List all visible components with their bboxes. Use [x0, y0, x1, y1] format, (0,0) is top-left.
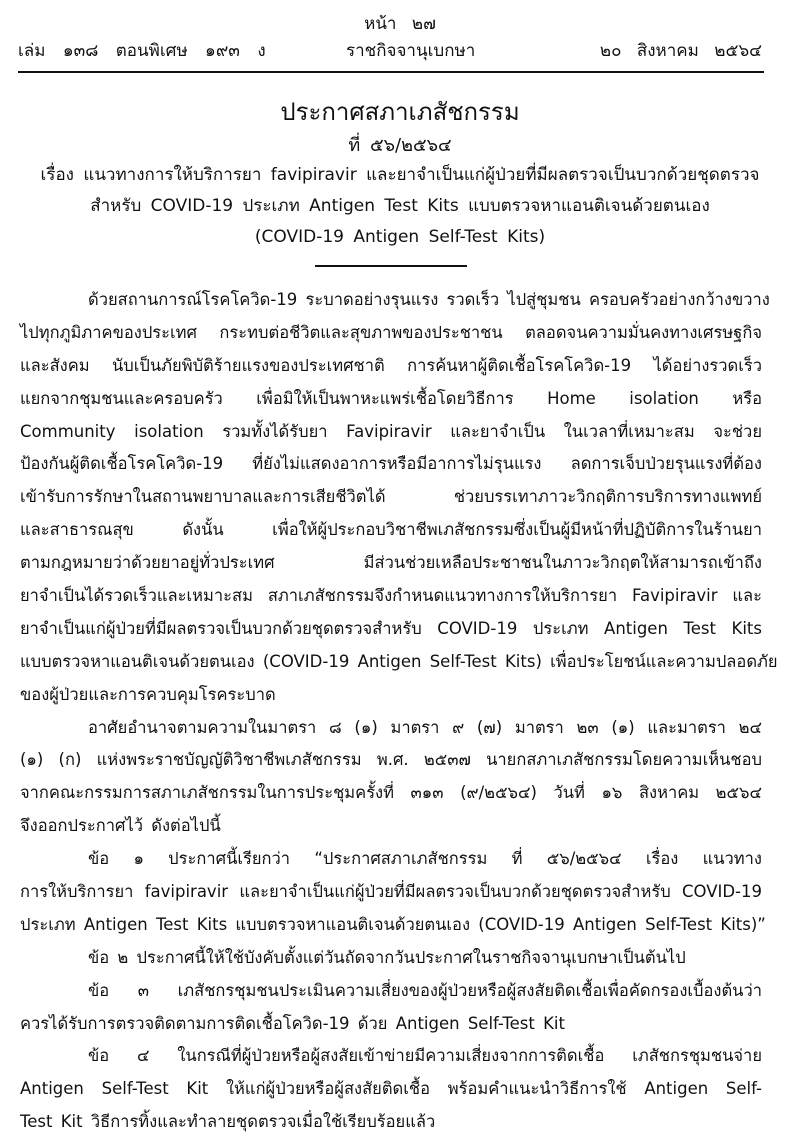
- publication-date: ๒๐ สิงหาคม ๒๕๖๔: [599, 41, 762, 61]
- preamble-line: Community isolation รวมทั้งได้รับยา Favipiravir และยาจำเป็น ในเวลาที่เหมาะสม จะช่วย: [20, 421, 762, 441]
- authority-line: (๑) (ก) แห่งพระราชบัญญัติวิชาชีพเภสัชกรรม พ.ศ. ๒๕๓๗ นายกสภาเภสัชกรรมโดยความเห็นชอบ: [20, 750, 762, 770]
- document-body: [20, 284, 778, 1139]
- subject-line: เรื่อง แนวทางการให้บริการยา favipiravir และยาจำเป็นแก่ผู้ป่วยที่มีผลตรวจเป็นบวกด้วยชุดตรวจ: [40, 165, 760, 185]
- authority-line: จึงออกประกาศไว้ ดังต่อไปนี้: [20, 816, 221, 836]
- preamble-line: ยาจำเป็นแก่ผู้ป่วยที่มีผลตรวจเป็นบวกด้วยชุดตรวจสำหรับ COVID-19 ประเภท Antigen Test Kits: [20, 618, 762, 638]
- announcement-number: ที่ ๕๖/๒๕๖๔: [348, 135, 452, 156]
- preamble-line: ไปทุกภูมิภาคของประเทศ กระทบต่อชีวิตและสุขภาพของประชาชน ตลอดจนความมั่นคงทางเศรษฐกิจ: [20, 322, 762, 342]
- header-divider: [18, 71, 764, 73]
- clause-4-line: ข้อ ๔ ในกรณีที่ผู้ป่วยหรือผู้สงสัยเข้าข่ายมีความเสี่ยงจากการติดเชื้อ เภสัชกรชุมชนจ่าย: [88, 1046, 762, 1066]
- clause-3-line: ข้อ ๓ เภสัชกรชุมชนประเมินความเสี่ยงของผู้ป่วยหรือผู้สงสัยติดเชื้อเพื่อคัดกรองเบื้องต้นว่า: [88, 980, 762, 1000]
- subject-line: (COVID-19 Antigen Self-Test Kits): [254, 227, 546, 247]
- subject-line: สำหรับ COVID-19 ประเภท Antigen Test Kits แบบตรวจหาแอนติเจนด้วยตนเอง: [90, 196, 710, 216]
- preamble-line: ยาจำเป็นได้รวดเร็วและเหมาะสม สภาเภสัชกรรมจึงกำหนดแนวทางการให้บริการยา Favipiravir และ: [20, 586, 762, 606]
- gazette-header: [18, 37, 762, 63]
- preamble-line: แยกจากชุมชนและครอบครัว เพื่อมิให้เป็นพาหะแพร่เชื้อโดยวิธีการ Home isolation หรือ: [20, 388, 762, 408]
- preamble-line: ของผู้ป่วยและการควบคุมโรคระบาด: [20, 684, 276, 704]
- volume-info: เล่ม ๑๓๘ ตอนพิเศษ ๑๙๓ ง: [18, 41, 266, 61]
- authority-line: จากคณะกรรมการสภาเภสัชกรรมในการประชุมครั้งที่ ๓๑๓ (๙/๒๕๖๔) วันที่ ๑๖ สิงหาคม ๒๕๖๔: [20, 783, 762, 803]
- preamble-line: แบบตรวจหาแอนติเจนด้วยตนเอง (COVID-19 Antigen Self-Test Kits) เพื่อประโยชน์และความปลอดภัย: [20, 651, 778, 671]
- clause-2-line: ข้อ ๒ ประกาศนี้ให้ใช้บังคับตั้งแต่วันถัดจากวันประกาศในราชกิจจานุเบกษาเป็นต้นไป: [88, 947, 686, 967]
- clause-1-line: ประเภท Antigen Test Kits แบบตรวจหาแอนติเจนด้วยตนเอง (COVID-19 Antigen Self-Test Kits)”: [20, 914, 766, 934]
- announcement-subject: [0, 160, 800, 253]
- publication-name: ราชกิจจานุเบกษา: [346, 41, 476, 61]
- preamble-line: ป้องกันผู้ติดเชื้อโรคโควิด-19 ที่ยังไม่แสดงอาการหรือมีอาการไม่รุนแรง ลดการเจ็บป่วยรุนแรงที่ต้อง: [20, 454, 762, 474]
- page-number: หน้า ๒๗: [364, 14, 436, 34]
- clause-4-line: Test Kit วิธีการทิ้งและทำลายชุดตรวจเมื่อใช้เรียบร้อยแล้ว: [20, 1112, 436, 1132]
- preamble-line: และสังคม นับเป็นภัยพิบัติร้ายแรงของประเทศชาติ การค้นหาผู้ติดเชื้อโรคโควิด-19 ได้อย่างรวดเร็ว: [20, 355, 762, 375]
- clause-4-line: Antigen Self-Test Kit ให้แก่ผู้ป่วยหรือผู้สงสัยติดเชื้อ พร้อมคำแนะนำวิธีการใช้ Antigen Self-: [20, 1079, 762, 1099]
- preamble-line: เข้ารับการรักษาในสถานพยาบาลและการเสียชีวิตได้ ช่วยบรรเทาภาวะวิกฤติการบริการทางแพทย์: [20, 487, 762, 507]
- announcement-title: ประกาศสภาเภสัชกรรม: [280, 98, 520, 126]
- title-divider: [315, 265, 467, 267]
- preamble-line: และสาธารณสุข ดังนั้น เพื่อให้ผู้ประกอบวิชาชีพเภสัชกรรมซึ่งเป็นผู้มีหน้าที่ปฏิบัติการในร้านยา: [20, 520, 762, 540]
- authority-line: อาศัยอำนาจตามความในมาตรา ๘ (๑) มาตรา ๙ (๗) มาตรา ๒๓ (๑) และมาตรา ๒๔: [88, 717, 762, 737]
- clause-1-line: การให้บริการยา favipiravir และยาจำเป็นแก่ผู้ป่วยที่มีผลตรวจเป็นบวกด้วยชุดตรวจสำหรับ COVID-19: [20, 882, 762, 902]
- clause-1-line: ข้อ ๑ ประกาศนี้เรียกว่า “ประกาศสภาเภสัชกรรม ที่ ๕๖/๒๕๖๔ เรื่อง แนวทาง: [88, 849, 762, 869]
- clause-3-line: ควรได้รับการตรวจติดตามการติดเชื้อโควิด-19 ด้วย Antigen Self-Test Kit: [20, 1013, 565, 1033]
- preamble-line: ตามกฎหมายว่าด้วยยาอยู่ทั่วประเทศ มีส่วนช่วยเหลือประชาชนในภาวะวิกฤตให้สามารถเข้าถึง: [20, 553, 762, 573]
- preamble-line: ด้วยสถานการณ์โรคโควิด-19 ระบาดอย่างรุนแรง รวดเร็ว ไปสู่ชุมชน ครอบครัวอย่างกว้างขวาง: [88, 290, 770, 309]
